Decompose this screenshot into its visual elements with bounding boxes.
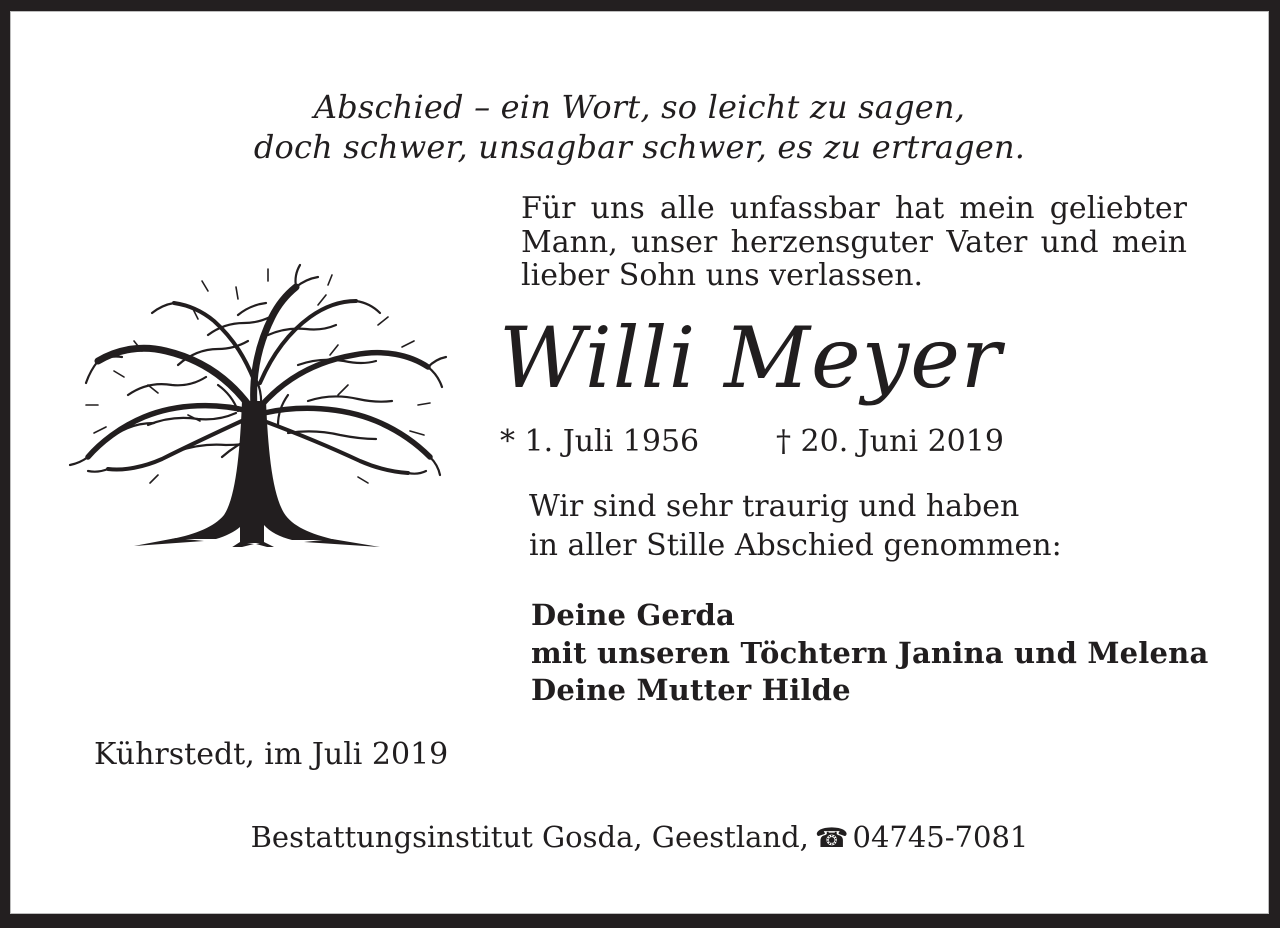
institute-name: Bestattungsinstitut Gosda, Geestland,: [250, 820, 809, 854]
phone-icon: ☎: [814, 823, 849, 854]
intro-line-1: Für uns alle unfassbar hat mein geliebter: [521, 191, 1187, 226]
tree-icon: [58, 255, 450, 547]
epigraph: [10, 87, 1269, 167]
intro-line-3: lieber Sohn uns verlassen.: [521, 258, 924, 293]
intro-line-2: Mann, unser herzensguter Vater und mein: [521, 224, 1187, 260]
mourner-line-3: Deine Mutter Hilde: [531, 673, 851, 707]
obituary-notice: [10, 11, 1269, 914]
mourner-line-2: mit unseren Töchtern Janina und Melena: [531, 635, 1209, 670]
farewell-line-2: in aller Stille Abschied genommen:: [529, 527, 1062, 563]
death-date: † 20. Juni 2019: [776, 424, 1004, 459]
epigraph-line-2: doch schwer, unsagbar schwer, es zu ertragen.: [253, 128, 1026, 166]
place-and-date: Kührstedt, im Juli 2019: [94, 737, 449, 772]
intro-paragraph: [521, 192, 1187, 293]
farewell-text: [529, 488, 1062, 565]
funeral-institute-line: [10, 820, 1269, 854]
life-dates: [10, 424, 1269, 460]
birth-date: * 1. Juli 1956: [500, 424, 700, 459]
mourner-line-1: Deine Gerda: [531, 598, 736, 632]
phone-number: 04745-7081: [852, 820, 1029, 854]
farewell-line-1: Wir sind sehr traurig und haben: [529, 489, 1020, 524]
mourners-list: [531, 597, 1208, 710]
deceased-name: Willi Meyer: [499, 309, 1003, 407]
epigraph-line-1: Abschied – ein Wort, so leicht zu sagen,: [313, 88, 966, 126]
